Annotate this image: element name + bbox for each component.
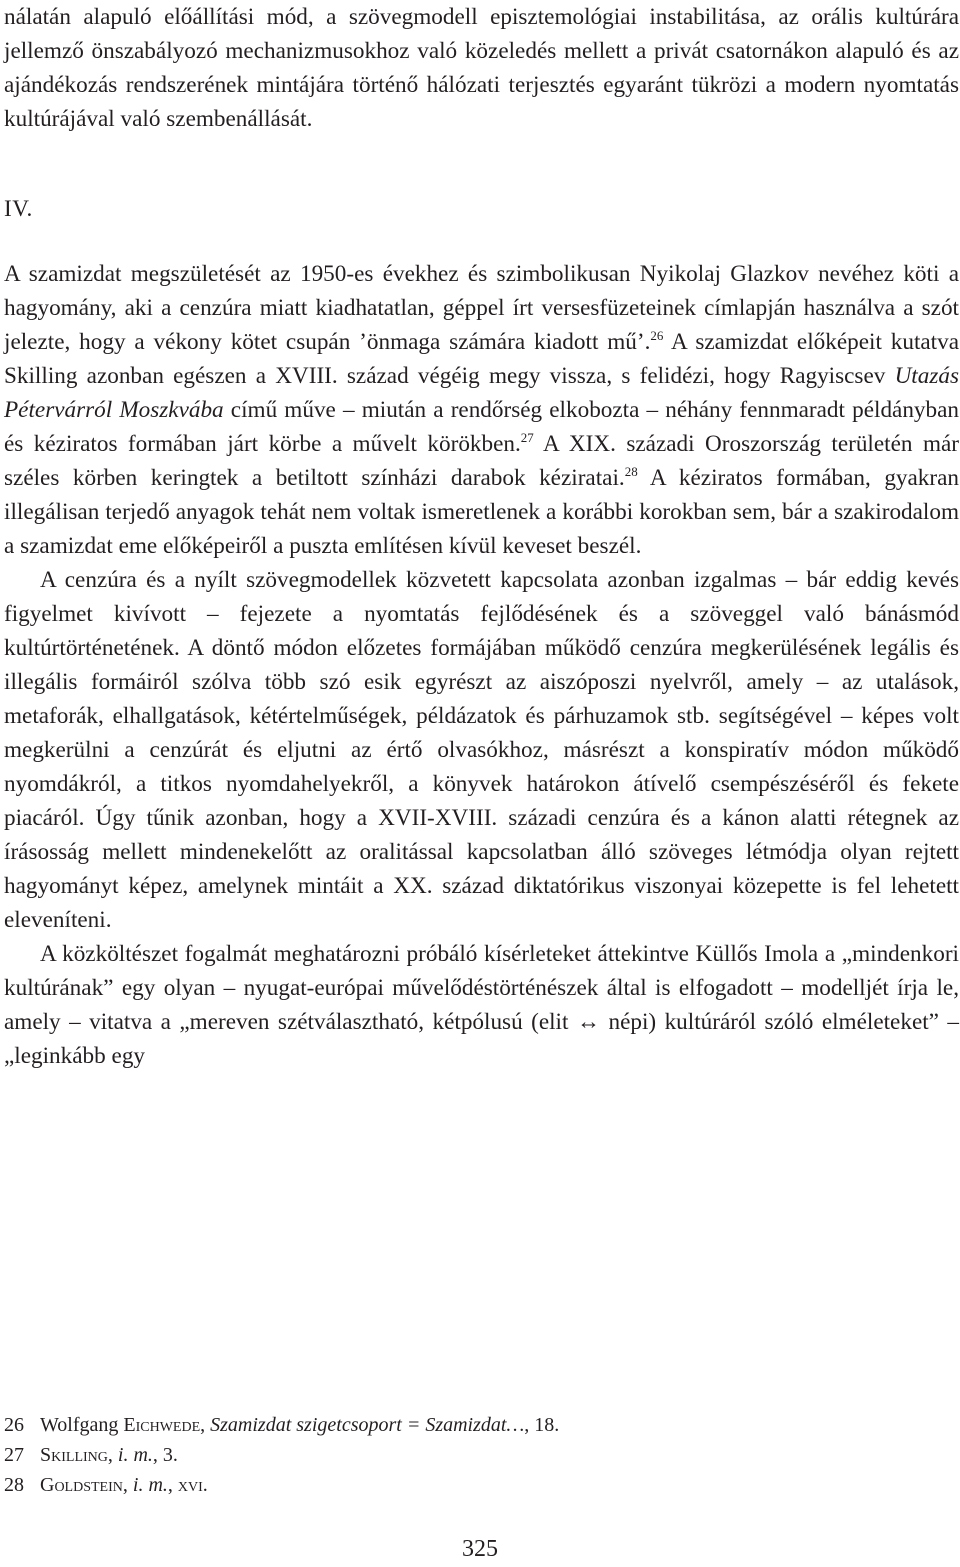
footnote-number: 26 [4, 1414, 24, 1436]
footnote-author-last: Goldstein [40, 1474, 123, 1496]
footnote-28 [4, 1470, 959, 1500]
footnote-number: 27 [4, 1444, 24, 1466]
p1-text-b: A szamizdat előképeit kutatva Skilling azonban egészen a XVIII. század végéig megy vissza, s felidézi, hogy Ragyiscsev [4, 329, 959, 389]
footnote-ref-28[interactable]: 28 [624, 464, 638, 479]
footnote-separator: , [122, 1474, 133, 1496]
footnote-ref-26[interactable]: 26 [650, 328, 664, 343]
work-title: Utazás Pétervárról Moszkvába [4, 363, 959, 423]
footnote-ref-27[interactable]: 27 [520, 430, 534, 445]
footnotes [4, 1410, 959, 1500]
paragraph-2: A cenzúra és a nyílt szövegmodellek közvetett kapcsolata azonban izgalmas – bár eddig kevés figyelmet kivívott – fejezete a nyomtatás fejlődésének és a szöveggel való bánásmód kultúrtörténetének. A döntő módon előzetes formájában működő cenzúra megkerülésének legális és illegális formáiról szólva több szó esik egyrészt az aiszóposzi nyelvről, amely – az utalások, metaforák, elhallgatások, kétértelműségek, példázatok és párhuzamok stb. segítségével – képes volt megkerülni a cenzúrát és eljutni az értő olvasókhoz, másrészt a konspiratív módon működő nyomdákról, a titkos nyomdahelyekről, a könyvek határokon átívelő csempészéséről és fekete piacáról. Úgy tűnik azonban, hogy a XVII-XVIII. századi cenzúra és a kánon alatti rétegnek az írásosság mellett mindenekelőtt az oralitással kapcsolatban álló szöveges létmódja olyan rejtett hagyományt képez, amelynek mintáit a XX. század diktatórikus viszonyai közepette is fel lehetett eleveníteni. [4, 567, 959, 933]
paragraph-continued: nálatán alapuló előállítási mód, a szövegmodell episztemológiai instabilitása, az orális kultúrára jellemző önszabályozó mechanizmusokhoz való közeledés mellett a privát csatornákon alapuló és az ajándékozás rendszerének mintájára történő hálózati terjesztés egyaránt tükrözi a modern nyomtatás kultúrájával való szembenállását. [4, 4, 959, 132]
footnote-rest: , xvi. [167, 1474, 208, 1496]
footnote-title: i. m. [132, 1474, 168, 1496]
page-number: 325 [462, 1536, 498, 1562]
footnote-separator: , [200, 1414, 211, 1436]
footnote-author-last: Eichwede [123, 1414, 201, 1436]
p1-text-c: című műve – miután a rendőrség elkobozta – néhány fennmaradt példányban és kéziratos formában járt körbe a művelt körökben. [4, 397, 959, 457]
p1-text-a: A szamizdat megszületését az 1950-es évekhez és szimbolikusan Nyikolaj Glazkov nevéhez köti a hagyomány, aki a cenzúra miatt kiadhatatlan, géppel írt versesfüzeteinek címlapján használva a szót jelezte, hogy a vékony kötet csupán ’önmaga számára kiadott mű’. [4, 261, 959, 355]
footnote-title: Szamizdat szigetcsoport = Szamizdat… [210, 1414, 525, 1436]
page-body [4, 0, 959, 1073]
footnote-rest: , 18. [524, 1414, 560, 1436]
p1-text-d: A XIX. századi Oroszország területén már széles körben keringtek a betiltott színházi darabok kéziratai. [4, 431, 959, 491]
p1-text-e: A kéziratos formában, gyakran illegálisan terjedő anyagok tehát nem voltak ismeretlenek a korábbi korokban sem, bár a szakirodalom a szamizdat eme előképeiről a puszta említésen kívül keveset beszél. [4, 465, 959, 559]
paragraph-1 [4, 257, 959, 563]
paragraph-3: A közköltészet fogalmát meghatározni próbáló kísérleteket áttekintve Küllős Imola a „mindenkori kultúrának” egy olyan – nyugat-európai művelődéstörténészek által is elfogadott – modelljét írja le, amely – vitatva a „mereven szétválasztható, kétpólusú (elit ↔ népi) kultúráról szóló elméleteket” – „leginkább egy [4, 941, 959, 1069]
footnote-author-first: Wolfgang [40, 1414, 119, 1436]
section-heading: IV. [4, 196, 33, 222]
footnote-27 [4, 1440, 959, 1470]
footnote-number: 28 [4, 1474, 24, 1496]
footnote-26 [4, 1410, 959, 1440]
footnote-separator: , [107, 1444, 118, 1466]
footnote-rest: , 3. [152, 1444, 178, 1466]
footnote-title: i. m. [117, 1444, 153, 1466]
footnote-author-last: Skilling [40, 1444, 108, 1466]
